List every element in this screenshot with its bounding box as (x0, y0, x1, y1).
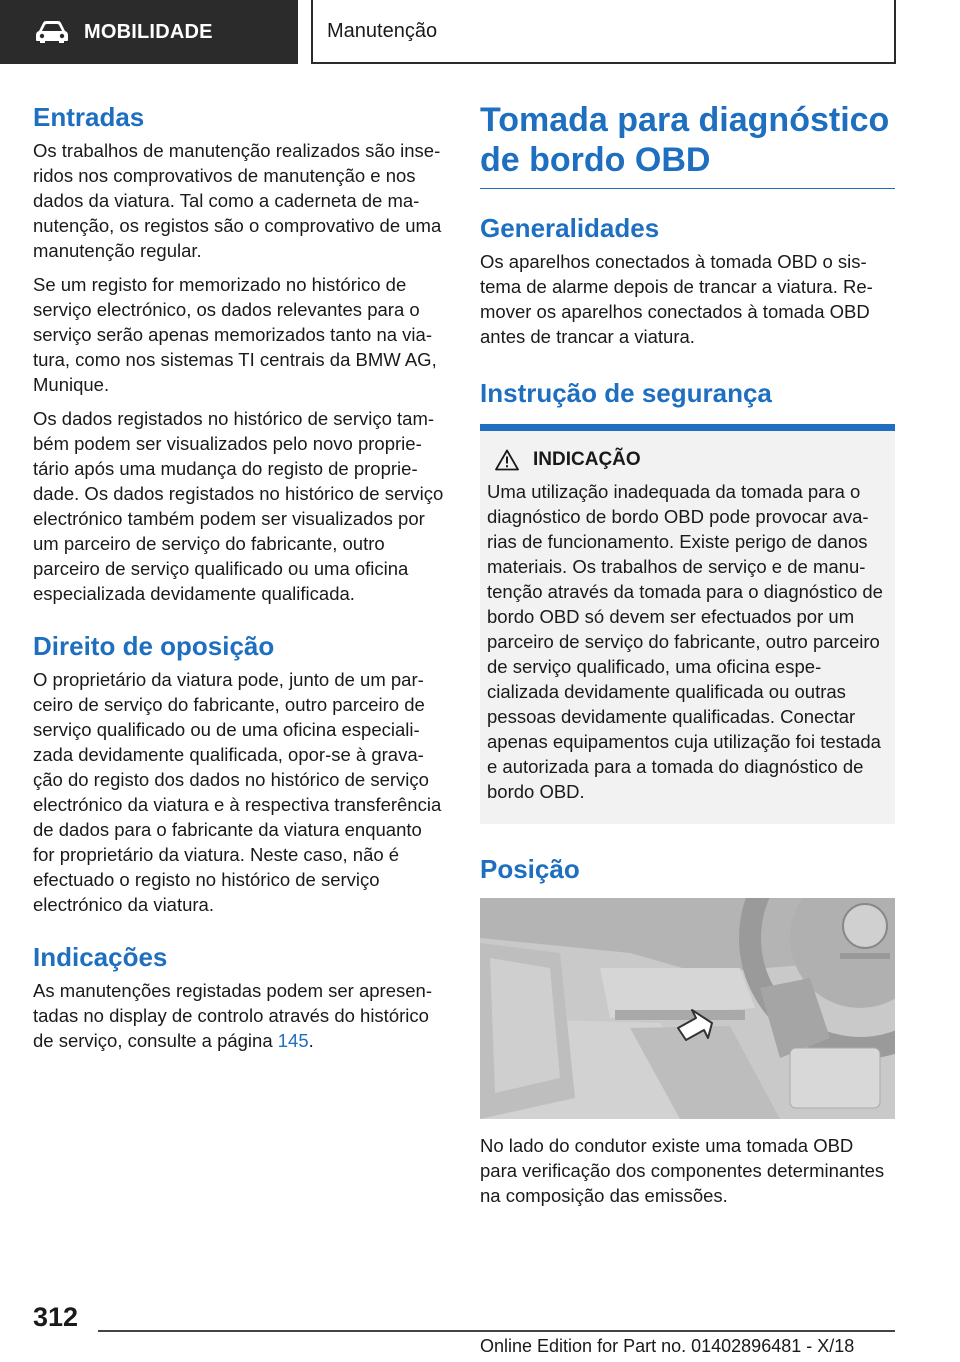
edition-info: Online Edition for Part no. 01402896481 - X/18 (480, 1336, 855, 1356)
paragraph: Se um registo for memorizado no histórico de serviço electrónico, os dados relevantes para o serviço serão apenas memorizados tanto na viatura, como nos sistemas TI centrais da BMW AG, Munique. (33, 274, 437, 395)
paragraph (33, 978, 447, 1053)
warning-text: Uma utilização inadequada da tomada para o diagnóstico de bordo OBD pode provocar avarias de funcionamento. Existe perigo de danos materiais. Os trabalhos de serviço e de manutenção através da tomada para o diagnóstico de bordo OBD só devem ser efectuados por um parceiro de serviço do fabricante, outro parceiro de serviço qualificado, uma oficina especializada devidamente qualificada ou outras pessoas devidamente qualificadas. Conectar apenas equipamentos cuja utilização foi testada e autorizada para a tomada do diagnóstico de bordo OBD. (487, 481, 883, 802)
heading-generalidades: Generalidades (480, 213, 660, 243)
paragraph: Os dados registados no histórico de serviço também podem ser visualizados pelo novo proprietário após uma mudança do registo de propriedade. Os dados registados no histórico de serviço electrónico também podem ser visualizados por um parceiro de serviço do fabricante, outro parceiro de serviço qualificado ou uma oficina especializada devidamente qualificada. (33, 408, 444, 604)
heading-instrucao-seguranca: Instrução de segurança (480, 378, 772, 408)
heading-posicao: Posição (480, 854, 580, 884)
heading-indicacoes: Indicações (33, 942, 168, 972)
photo-caption: No lado do condutor existe uma tomada OBD para verificação dos componentes determinantes na composição das emissões. (480, 1135, 885, 1206)
breadcrumb (311, 0, 896, 64)
heading-direito-oposicao: Direito de oposição (33, 631, 275, 661)
paragraph-text: As manutenções registadas podem ser apresentadas no display de controlo através do histórico de serviço, consulte a página (33, 980, 433, 1051)
warning-triangle-icon (495, 449, 519, 471)
paragraph: O proprietário da viatura pode, junto de um parceiro de serviço do fabricante, outro parceiro de serviço qualificado ou de uma oficina especializada devidamente qualificada, opor-se à gravação do registo dos dados no histórico de serviço electrónico da viatura e à respectiva transferência de dados para o fabricante da viatura enquanto for proprietário da viatura. Neste caso, não é efectuado o registo no histórico de serviço electrónico da viatura. (33, 669, 442, 915)
car-icon (34, 20, 70, 44)
obd-location-photo (480, 898, 895, 1119)
paragraph-end: . (308, 1030, 314, 1051)
paragraph: Os trabalhos de manutenção realizados são inseridos nos comprovativos de manutenção e nos dados da viatura. Tal como a caderneta de manutenção, os registos são o comprovativo de uma manutenção regular. (33, 140, 442, 261)
heading-entradas: Entradas (33, 102, 145, 132)
right-column (480, 100, 895, 1217)
footer-divider (98, 1330, 895, 1332)
page-title: Tomada para diagnóstico de bordo OBD (480, 100, 895, 189)
section-label: MOBILIDADE (84, 20, 213, 43)
paragraph: Os aparelhos conectados à tomada OBD o sistema de alarme depois de trancar a viatura. Remover os aparelhos conectados à tomada OBD antes de trancar a viatura. (480, 251, 873, 347)
section-tab (0, 0, 298, 64)
warning-label: INDICAÇÃO (533, 449, 641, 470)
left-column (33, 100, 447, 1062)
breadcrumb-label: Manutenção (327, 19, 438, 42)
page-reference-link[interactable]: 145 (277, 1030, 309, 1051)
page-number: 312 (33, 1302, 79, 1332)
warning-box (480, 424, 895, 824)
